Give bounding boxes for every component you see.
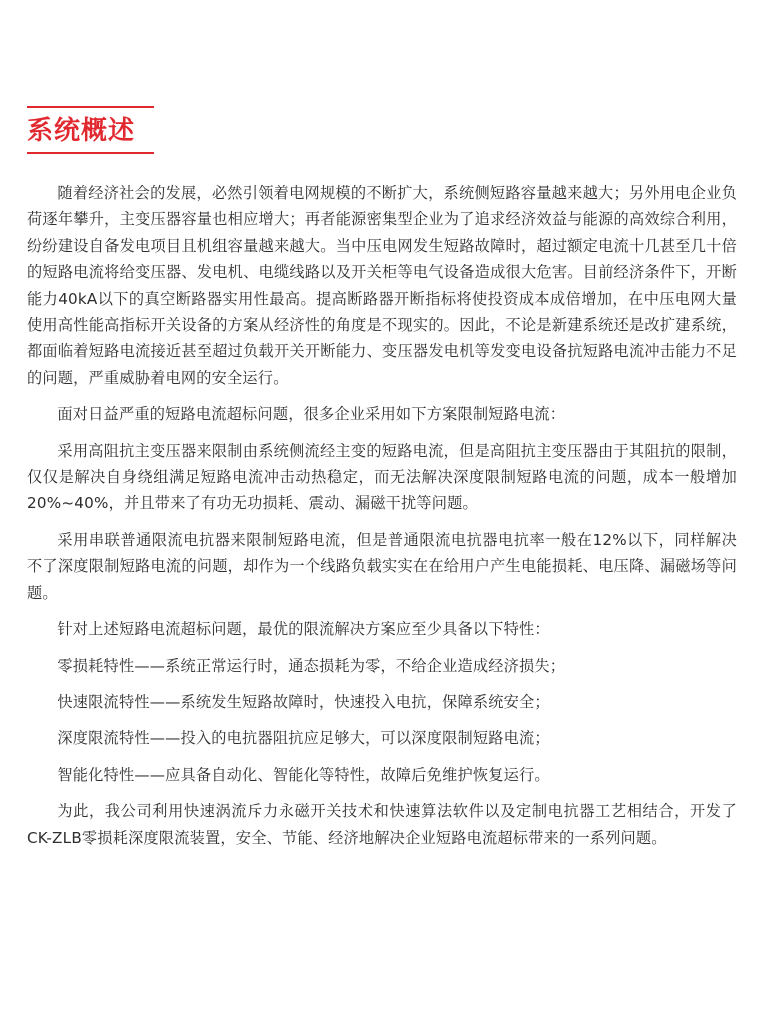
feature-deep-limiting: 深度限流特性——投入的电抗器阻抗应足够大，可以深度限制短路电流； bbox=[57, 729, 550, 748]
paragraph-requirements: 针对上述短路电流超标问题，最优的限流解决方案应至少具备以下特性： bbox=[57, 620, 550, 639]
body-text bbox=[27, 180, 737, 861]
paragraph-background: 随着经济社会的发展，必然引领着电网规模的不断扩大，系统侧短路容量越来越大；另外用电企业负荷逐年攀升，主变压器容量也相应增大；再者能源密集型企业为了追求经济效益与能源的高效综合利用，纷纷建设自备发电项目且机组容量越来越大。当中压电网发生短路故障时，超过额定电流十几甚至几十倍的短路电流将给变压器、发电机、电缆线路以及开关柜等电气设备造成很大危害。目前经济条件下，开断能力40kA以下的真空断路器实用性最高。提高断路器开断指标将使投资成本成倍增加，在中压电网大量使用高性能高指标开关设备的方案从经济性的角度是不现实的。因此，不论是新建系统还是改扩建系统，都面临着短路电流接近甚至超过负载开关开断能力、变压器发电机等发变电设备抗短路电流冲击能力不足的问题，严重威胁着电网的安全运行。 bbox=[27, 184, 737, 387]
paragraph-series-reactor: 采用串联普通限流电抗器来限制短路电流，但是普通限流电抗器电抗率一般在12%以下，同样解决不了深度限制短路电流的问题，却作为一个线路负载实实在在给用户产生电能损耗、电压降、漏磁场等问题。 bbox=[27, 530, 737, 602]
feature-intelligent: 智能化特性——应具备自动化、智能化等特性，故障后免维护恢复运行。 bbox=[57, 765, 550, 784]
paragraph-intro-solutions: 面对日益严重的短路电流超标问题，很多企业采用如下方案限制短路电流： bbox=[57, 405, 566, 424]
feature-zero-loss: 零损耗特性——系统正常运行时，通态损耗为零，不给企业造成经济损失； bbox=[57, 656, 566, 675]
feature-fast-limiting: 快速限流特性——系统发生短路故障时，快速投入电抗，保障系统安全； bbox=[57, 692, 550, 711]
paragraph-conclusion: 为此，我公司利用快速涡流斥力永磁开关技术和快速算法软件以及定制电抗器工艺相结合，开发了 CK-ZLB零损耗深度限流装置，安全、节能、经济地解决企业短路电流超标带来的一系列问题。 bbox=[27, 802, 737, 847]
paragraph-high-impedance-transformer: 采用高阻抗主变压器来限制由系统侧流经主变的短路电流，但是高阻抗主变压器由于其阻抗的限制，仅仅是解决自身绕组满足短路电流冲击动热稳定，而无法解决深度限制短路电流的问题，成本一般增加20%~40%，并且带来了有功无功损耗、震动、漏磁干扰等问题。 bbox=[27, 441, 737, 513]
section-title: 系统概述 bbox=[27, 116, 136, 146]
heading-top-rule bbox=[27, 106, 154, 108]
section-heading bbox=[27, 106, 154, 154]
heading-bottom-rule bbox=[27, 152, 154, 154]
